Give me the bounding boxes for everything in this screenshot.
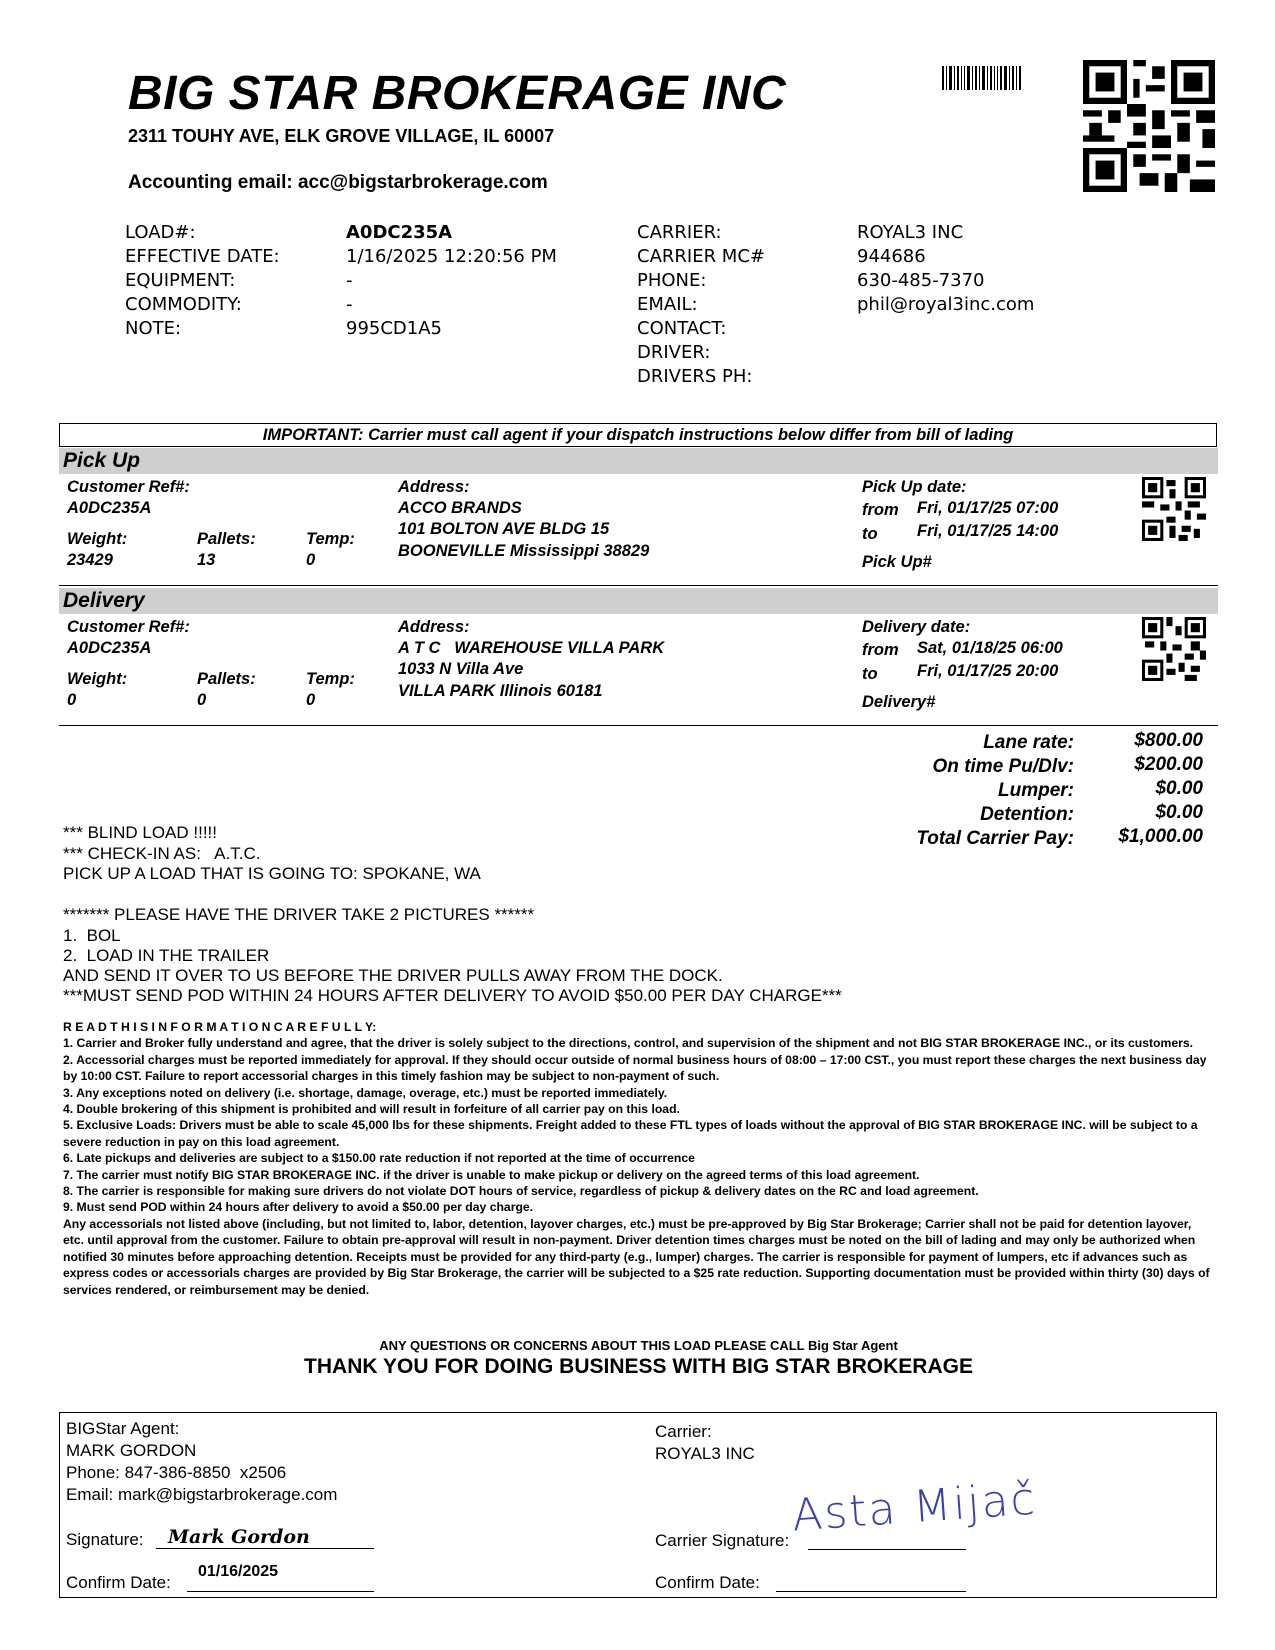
total-pay-label: Total Carrier Pay: [916,828,1074,849]
contact-label: CONTACT: [637,318,727,339]
pickup-divider [59,585,1218,586]
delivery-addr-line2: 1033 N Villa Ave [398,660,524,678]
equipment-value: - [346,270,353,291]
terms-heading: R E A D T H I S I N F O R M A T I O N C A R E F U L L Y: [63,1020,377,1034]
thank-you-line: THANK YOU FOR DOING BUSINESS WITH BIG STAR BROKERAGE [304,1355,973,1378]
terms-item: 8. The carrier is responsible for making sure drivers do not violate DOT hours of service, regardless of pickup & delivery dates on the RC and load agreement. [63,1184,979,1199]
effective-date-label: EFFECTIVE DATE: [125,246,280,267]
phone-label: PHONE: [637,270,707,291]
pickup-addr-line2: 101 BOLTON AVE BLDG 15 [398,520,610,538]
carrier-name: ROYAL3 INC [857,222,964,243]
delivery-section-title: Delivery [59,588,1218,614]
delivery-divider [59,725,1218,726]
pickup-pallets: 13 [197,551,216,569]
email-label: EMAIL: [637,294,698,315]
carrier-mc-label: CARRIER MC# [637,246,765,267]
terms-item: 3. Any exceptions noted on delivery (i.e. shortage, damage, overage, etc.) must be reported immediately. [63,1085,668,1100]
terms-block [63,1019,1211,1298]
note-line: ******* PLEASE HAVE THE DRIVER TAKE 2 PICTURES ****** [63,905,535,924]
pickup-temp: 0 [306,551,316,569]
delivery-to-label: to [862,665,878,683]
note-line: PICK UP A LOAD THAT IS GOING TO: SPOKANE, WA [63,864,481,883]
ontime-label: On time Pu/Dlv: [932,756,1074,777]
equipment-label: EQUIPMENT: [125,270,236,291]
delivery-weight: 0 [67,691,77,709]
carrier-signature-label: Carrier Signature: [655,1531,790,1550]
delivery-address-label: Address: [398,618,470,636]
terms-item: 1. Carrier and Broker fully understand and agree, that the driver is solely subject to the directions, control, and supervision of the shipment and not BIG STAR BROKERAGE INC., or its customers. [63,1036,1194,1051]
delivery-from-label: from [862,641,899,659]
terms-item: 4. Double brokering of this shipment is prohibited and will result in forfeiture of all carrier pay on this load. [63,1102,680,1117]
driver-label: DRIVER: [637,342,711,363]
pickup-cust-ref: A0DC235A [67,499,152,517]
agent-confirm-date: 01/16/2025 [198,1563,279,1580]
carrier-sign-name: ROYAL3 INC [655,1444,755,1463]
pickup-weight-label: Weight: [67,530,128,548]
effective-date: 1/16/2025 12:20:56 PM [346,246,557,267]
carrier-signature-line [808,1549,966,1550]
delivery-from-date: Sat, 01/18/25 06:00 [917,639,1063,657]
lane-rate-label: Lane rate: [983,732,1074,753]
pickup-section-title: Pick Up [59,448,1218,474]
note-value: 995CD1A5 [346,318,443,339]
drivers-phone-label: DRIVERS PH: [637,366,753,387]
delivery-weight-label: Weight: [67,670,128,688]
delivery-cust-ref-label: Customer Ref#: [67,618,190,636]
delivery-pallets-label: Pallets: [197,670,256,688]
pickup-cust-ref-label: Customer Ref#: [67,478,190,496]
pickup-address-label: Address: [398,478,470,496]
barcode-image [942,66,1047,90]
pickup-weight: 23429 [67,551,113,569]
terms-item: 9. Must send POD within 24 hours after delivery to avoid a $50.00 per day charge. [63,1200,534,1215]
carrier-signature: Asta Mijač [790,1473,1039,1542]
pickup-qr-icon [1142,477,1206,541]
delivery-addr-line1: A T C WAREHOUSE VILLA PARK [398,639,665,657]
agent-confirm-line [187,1591,374,1592]
pickup-temp-label: Temp: [306,530,355,548]
carrier-confirm-line [776,1591,966,1592]
commodity-value: - [346,294,353,315]
carrier-confirm-label: Confirm Date: [655,1573,760,1592]
pickup-to-label: to [862,525,878,543]
qr-code-image [1083,60,1215,192]
delivery-temp-label: Temp: [306,670,355,688]
note-line: ***MUST SEND POD WITHIN 24 HOURS AFTER DELIVERY TO AVOID $50.00 PER DAY CHARGE*** [63,986,842,1005]
delivery-to-date: Fri, 01/17/25 20:00 [917,662,1059,680]
delivery-cust-ref: A0DC235A [67,639,152,657]
load-label: LOAD#: [125,222,196,243]
delivery-addr-line3: VILLA PARK Illinois 60181 [398,682,603,700]
accounting-email: Accounting email: acc@bigstarbrokerage.com [128,172,548,193]
pickup-addr-line1: ACCO BRANDS [398,499,522,517]
note-line: AND SEND IT OVER TO US BEFORE THE DRIVER PULLS AWAY FROM THE DOCK. [63,966,723,985]
delivery-qr-icon [1142,617,1206,681]
carrier-label: CARRIER: [637,222,722,243]
note-line: 2. LOAD IN THE TRAILER [63,946,270,965]
questions-line: ANY QUESTIONS OR CONCERNS ABOUT THIS LOAD PLEASE CALL Big Star Agent [379,1338,898,1353]
pickup-addr-line3: BOONEVILLE Mississippi 38829 [398,542,650,560]
agent-name: MARK GORDON [66,1441,197,1460]
carrier-phone: 630-485-7370 [857,270,985,291]
agent-label: BIGStar Agent: [66,1419,180,1438]
carrier-sign-label: Carrier: [655,1422,712,1441]
company-name: BIG STAR BROKERAGE INC [128,67,787,120]
delivery-temp: 0 [306,691,316,709]
pickup-pallets-label: Pallets: [197,530,256,548]
delivery-number-label: Delivery# [862,693,936,711]
pickup-number-label: Pick Up# [862,553,932,571]
carrier-email: phil@royal3inc.com [857,294,1035,315]
note-line: *** CHECK-IN AS: A.T.C. [63,844,261,863]
commodity-label: COMMODITY: [125,294,242,315]
pickup-to-date: Fri, 01/17/25 14:00 [917,522,1059,540]
detention-label: Detention: [980,804,1074,825]
important-text: IMPORTANT: Carrier must call agent if your dispatch instructions below differ from bill of lading [262,426,1014,444]
pickup-from-date: Fri, 01/17/25 07:00 [917,499,1059,517]
lumper-label: Lumper: [998,780,1074,801]
detention-value: $0.00 [1155,802,1203,823]
delivery-date-label: Delivery date: [862,618,971,636]
agent-signature-label: Signature: [66,1530,144,1549]
lumper-value: $0.00 [1155,778,1203,799]
note-line: 1. BOL [63,926,121,945]
agent-signature-line [156,1548,374,1549]
pickup-from-label: from [862,501,899,519]
important-notice [59,423,1217,447]
agent-phone: Phone: 847-386-8850 x2506 [66,1463,287,1482]
total-pay-value: $1,000.00 [1118,826,1203,847]
terms-item: 6. Late pickups and deliveries are subject to a $150.00 rate reduction if not reported at the time of occurrence [63,1151,695,1166]
lane-rate-value: $800.00 [1134,730,1203,751]
terms-accessorials: Any accessorials not listed above (including, but not limited to, labor, detention, layover charges, etc.) must be pre-approved by Big Star Brokerage; Carrier shall not be paid for detention layover, etc. until approval from the customer. Failure to obtain pre-approval will result in non-payment. Driver detention times charges must be noted on the bill of lading and may only be authorized when notified 30 minutes before approaching detention. Receipts must be provided for any third-party (e.g., lumper) charges. The carrier is responsible for payment of lumpers, etc if advances such as express codes or accessorials charges are provided by Big Star Brokerage, the carrier will be subjected to a $25 rate reduction. Supporting documentation must be provided within thirty (30) days of services rendered, or reimbursement may be denied. [63,1216,1210,1297]
pickup-date-label: Pick Up date: [862,478,967,496]
terms-item: 7. The carrier must notify BIG STAR BROKERAGE INC. if the driver is unable to make pickup or delivery on the agreed terms of this load agreement. [63,1167,920,1182]
terms-item: 5. Exclusive Loads: Drivers must be able to scale 45,000 lbs for these shipments. Freight added to these FTL types of loads without the approval of BIG STAR BROKERAGE INC. will be subject to a severe reduction in pay on this load agreement. [63,1118,1198,1149]
note-label: NOTE: [125,318,182,339]
delivery-pallets: 0 [197,691,207,709]
note-line: *** BLIND LOAD !!!!! [63,823,217,842]
carrier-mc: 944686 [857,246,926,267]
agent-confirm-label: Confirm Date: [66,1573,171,1592]
ontime-value: $200.00 [1134,754,1203,775]
load-number: A0DC235A [346,222,453,243]
agent-email: Email: mark@bigstarbrokerage.com [66,1485,338,1504]
company-address: 2311 TOUHY AVE, ELK GROVE VILLAGE, IL 60007 [128,126,555,146]
terms-item: 2. Accessorial charges must be reported immediately for approval. If they should occur outside of normal business hours of 08:00 – 17:00 CST., you must report these charges the next business day by 10:00 CST. Failure to report accessorial charges in this timely fashion may be subject to non-payment of such. [63,1052,1207,1084]
agent-signature: Mark Gordon [168,1526,310,1548]
